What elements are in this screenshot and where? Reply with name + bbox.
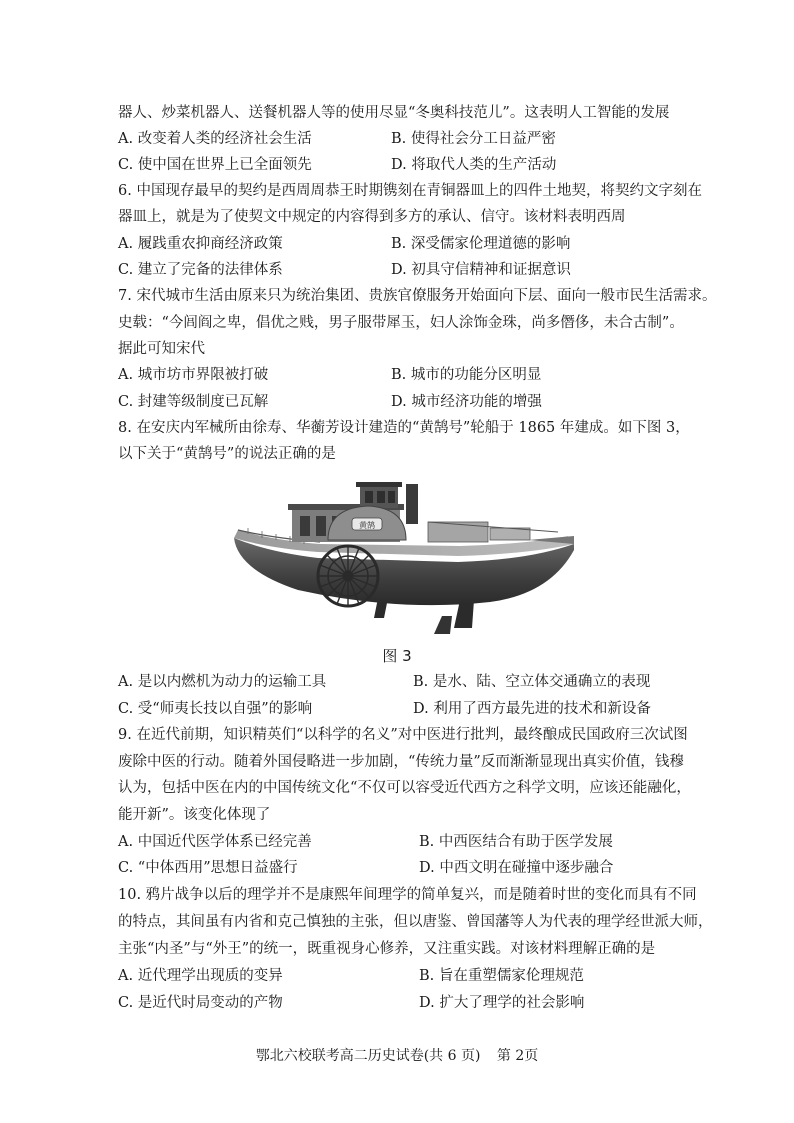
q8-option-b: B. 是水、陆、空立体交通确立的表现 xyxy=(413,674,651,690)
ship-nameplate: 黄鹄 xyxy=(359,521,375,530)
q5-option-b: B. 使得社会分工日益严密 xyxy=(391,131,556,147)
q6-option-b: B. 深受儒家伦理道德的影响 xyxy=(391,236,571,252)
q5-option-d: D. 将取代人类的生产活动 xyxy=(391,157,557,173)
footer-page-number: 第 2页 xyxy=(496,1048,539,1064)
q7-stem-line: 据此可知宋代 xyxy=(118,341,205,357)
q6-option-a: A. 履践重农抑商经济政策 xyxy=(118,236,283,252)
q5-stem-line: 器人、炒菜机器人、送餐机器人等的使用尽显“冬奥科技范儿”。这表明人工智能的发展 xyxy=(118,105,670,121)
q5-option-a: A. 改变着人类的经济社会生活 xyxy=(118,131,312,147)
q10-option-a: A. 近代理学出现质的变异 xyxy=(118,968,283,984)
q9-option-a: A. 中国近代医学体系已经完善 xyxy=(118,834,312,850)
q10-option-c: C. 是近代时局变动的产物 xyxy=(118,995,283,1011)
q10-option-d: D. 扩大了理学的社会影响 xyxy=(419,995,585,1011)
q5-option-c: C. 使中国在世界上已全面领先 xyxy=(118,157,312,173)
q9-option-b: B. 中西医结合有助于医学发展 xyxy=(419,834,613,850)
page-footer xyxy=(0,1046,794,1066)
q7-option-b: B. 城市的功能分区明显 xyxy=(391,367,542,383)
q6-stem-line: 6. 中国现存最早的契约是西周周恭王时期镌刻在青铜器皿上的四件土地契，将契约文字刻在 xyxy=(118,183,702,199)
q9-stem-line: 9. 在近代前期，知识精英们“以科学的名义”对中医进行批判，最终酿成民国政府三次试图 xyxy=(118,727,688,743)
q8-stem-line: 以下关于“黄鹄号”的说法正确的是 xyxy=(118,446,336,462)
q9-option-c: C. “中体西用”思想日益盛行 xyxy=(118,860,298,876)
q6-stem-line: 器皿上，就是为了使契文中规定的内容得到多方的承认、信守。该材料表明西周 xyxy=(118,209,626,225)
q7-option-a: A. 城市坊市界限被打破 xyxy=(118,367,269,383)
q6-option-d: D. 初具守信精神和证据意识 xyxy=(391,262,571,278)
q7-stem-line: 7. 宋代城市生活由原来只为统治集团、贵族官僚服务开始面向下层、面向一般市民生活需求。 xyxy=(118,288,717,304)
footer-title: 鄂北六校联考高二历史试卷(共 6 页) xyxy=(255,1048,481,1064)
figure-caption: 图 3 xyxy=(382,647,412,665)
q9-stem-line: 认为，包括中医在内的中国传统文化“不仅可以容受近代西方之科学文明，应该还能融化， xyxy=(118,780,691,796)
q10-stem-line: 主张“内圣”与“外王”的统一，既重视身心修养，又注重实践。对该材料理解正确的是 xyxy=(118,941,656,957)
q7-stem-line: 史载：“今闾阎之卑，倡优之贱，男子服带犀玉，妇人涂饰金珠，尚多僭侈，未合古制”。 xyxy=(118,315,684,331)
q7-option-c: C. 封建等级制度已瓦解 xyxy=(118,394,269,410)
q9-option-d: D. 中西文明在碰撞中逐步融合 xyxy=(419,860,614,876)
q10-option-b: B. 旨在重塑儒家伦理规范 xyxy=(419,968,584,984)
q10-stem-line: 的特点，其间虽有内省和克己慎独的主张，但以唐鉴、曾国藩等人为代表的理学经世派大师， xyxy=(118,914,713,930)
q8-option-a: A. 是以内燃机为动力的运输工具 xyxy=(118,674,327,690)
q10-stem-line: 10. 鸦片战争以后的理学并不是康熙年间理学的简单复兴，而是随着时世的变化而具有不同 xyxy=(118,887,697,903)
q9-stem-line: 废除中医的行动。随着外国侵略进一步加剧，“传统力量”反而渐渐显现出真实价值，钱穆 xyxy=(118,754,684,770)
q7-option-d: D. 城市经济功能的增强 xyxy=(391,394,542,410)
q6-option-c: C. 建立了完备的法律体系 xyxy=(118,262,283,278)
q9-stem-line: 能开新”。该变化体现了 xyxy=(118,807,271,823)
q8-option-d: D. 利用了西方最先进的技术和新设备 xyxy=(413,701,651,717)
steamboat-illustration xyxy=(228,478,578,636)
q8-stem-line: 8. 在安庆内军械所由徐寿、华蘅芳设计建造的“黄鹄号”轮船于 1865 年建成。如下图 3， xyxy=(118,420,690,436)
q8-option-c: C. 受“师夷长技以自强”的影响 xyxy=(118,701,313,717)
